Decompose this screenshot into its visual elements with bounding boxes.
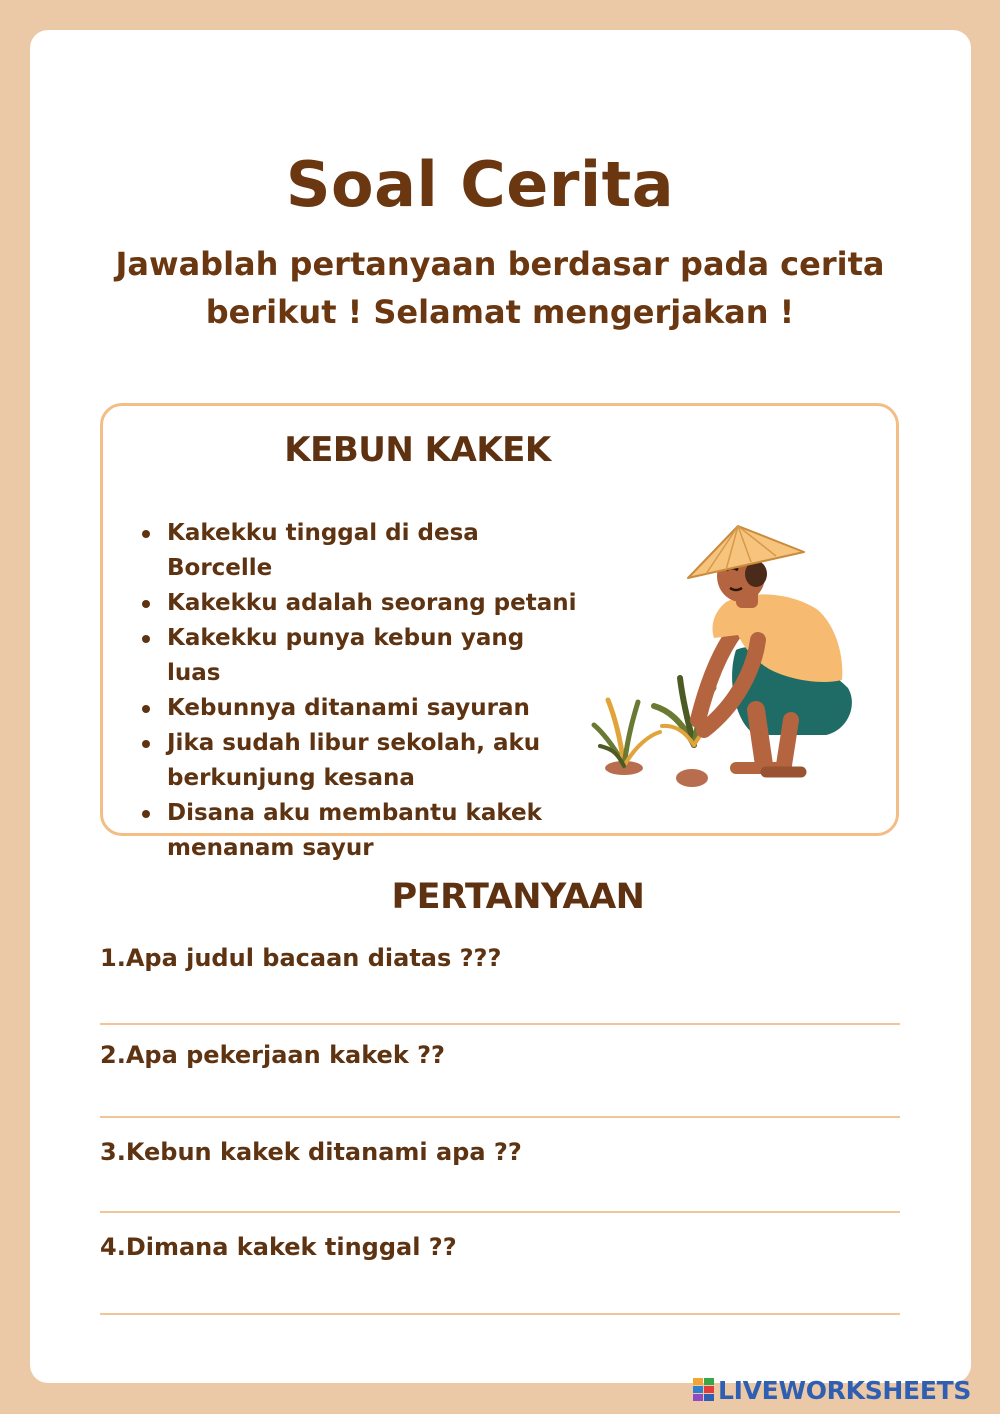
instructions-line-2: berikut ! Selamat mengerjakan ! [205,293,795,331]
answer-line-1[interactable] [100,1023,900,1025]
answer-line-4[interactable] [100,1313,900,1315]
question-1: 1.Apa judul bacaan diatas ??? [100,944,502,972]
questions-title: PERTANYAAN [391,877,645,917]
story-item: Disana aku membantu kakek menanam sayur [140,796,580,866]
story-title: KEBUN KAKEK [284,430,551,470]
question-4: 4.Dimana kakek tinggal ?? [100,1233,457,1261]
story-list [140,516,580,866]
question-3: 3.Kebun kakek ditanami apa ?? [100,1138,522,1166]
story-item: Kakekku tinggal di desa Borcelle [140,516,580,586]
instructions [80,240,920,336]
instructions-line-1: Jawablah pertanyaan berdasar pada cerita [115,245,885,283]
story-item: Jika sudah libur sekolah, aku berkunjung kesana [140,726,580,796]
answer-line-2[interactable] [100,1116,900,1118]
question-2: 2.Apa pekerjaan kakek ?? [100,1041,445,1069]
answer-line-3[interactable] [100,1211,900,1213]
story-item: Kakekku adalah seorang petani [140,586,580,621]
story-item: Kebunnya ditanami sayuran [140,691,580,726]
liveworksheets-brand[interactable] [693,1374,971,1406]
story-item: Kakekku punya kebun yang luas [140,621,580,691]
farmer-planting-icon [586,520,866,800]
page-title: Soal Cerita [285,148,675,221]
liveworksheets-logo-icon [693,1378,715,1402]
brand-text: LIVEWORKSHEETS [718,1375,972,1405]
